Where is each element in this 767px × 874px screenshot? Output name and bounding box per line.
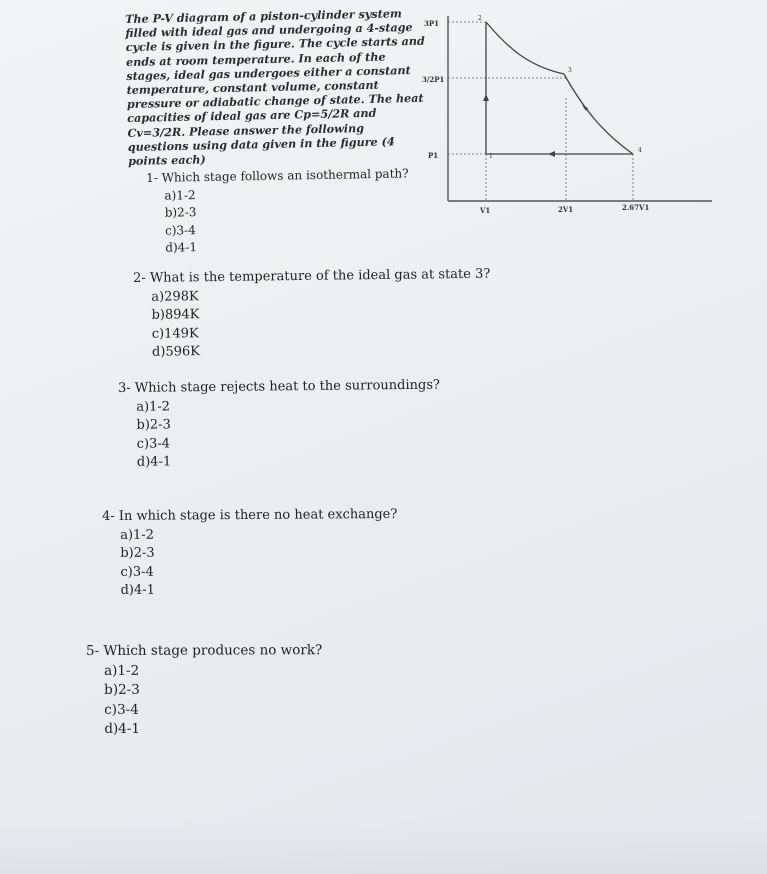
v-label-v1: V1 — [480, 206, 491, 215]
option-d: d)596K — [151, 344, 201, 360]
option-a: a)298K — [151, 288, 199, 305]
path-2-3 — [486, 22, 564, 74]
question-stem: 1- Which stage follows an isothermal path? — [146, 166, 409, 185]
option-b: b)2-3 — [104, 681, 140, 698]
question-5 — [86, 641, 323, 739]
option-a: a)1-2 — [120, 527, 155, 543]
state-label-2: 2 — [478, 15, 482, 22]
question-3 — [118, 377, 441, 473]
v-label-2v1: 2V1 — [558, 205, 574, 214]
option-a: a)1-2 — [136, 398, 171, 415]
question-stem: 2- What is the temperature of the ideal gas at state 3? — [133, 266, 491, 286]
option-c: c)3-4 — [120, 564, 154, 580]
question-stem: 3- Which stage rejects heat to the surroundings? — [118, 377, 441, 396]
state-label-4: 4 — [638, 147, 642, 154]
p-label-p1: P1 — [428, 151, 439, 160]
arrow-left — [548, 151, 555, 157]
p-label-32p1: 3/2P1 — [422, 75, 445, 84]
option-b: b)894K — [151, 307, 200, 323]
arrow-up — [483, 94, 489, 101]
problem-intro: The P-V diagram of a piston-cylinder system filled with ideal gas and undergoing a 4-stage cycle is given in the figure. The cycle starts and ends at room temperature. In each of the stages, ideal gas undergoes either a constant temperature, constant volume, constant pressure or adiabatic change of state. The heat capacities of ideal gas are Cp=5/2R and Cv=3/2R. Please answer the following questions using data given in the figure (4 points each) — [125, 6, 425, 168]
option-d: d)4-1 — [104, 720, 140, 737]
option-b: b)2-3 — [164, 205, 197, 220]
page-shadow — [0, 820, 767, 874]
pv-diagram — [418, 8, 718, 218]
question-4 — [102, 506, 398, 601]
path-3-4 — [564, 74, 633, 154]
question-2 — [133, 266, 491, 363]
option-a: a)1-2 — [104, 662, 140, 679]
state-label-1: 1 — [489, 153, 493, 160]
option-d: d)4-1 — [165, 240, 198, 255]
question-1 — [146, 165, 410, 257]
option-a: a)1-2 — [164, 187, 196, 203]
option-b: b)2-3 — [120, 545, 155, 561]
option-d: d)4-1 — [136, 454, 172, 470]
option-b: b)2-3 — [136, 417, 171, 433]
question-stem: 4- In which stage is there no heat exchange? — [102, 506, 398, 524]
v-label-267v1: 2.67V1 — [622, 203, 650, 212]
option-c: c)149K — [151, 325, 199, 342]
option-d: d)4-1 — [120, 582, 155, 598]
p-label-3p1: 3P1 — [424, 19, 440, 28]
option-c: c)3-4 — [136, 435, 171, 452]
state-label-3: 3 — [568, 67, 572, 74]
option-c: c)3-4 — [164, 222, 196, 238]
question-stem: 5- Which stage produces no work? — [86, 642, 323, 659]
option-c: c)3-4 — [104, 701, 139, 718]
